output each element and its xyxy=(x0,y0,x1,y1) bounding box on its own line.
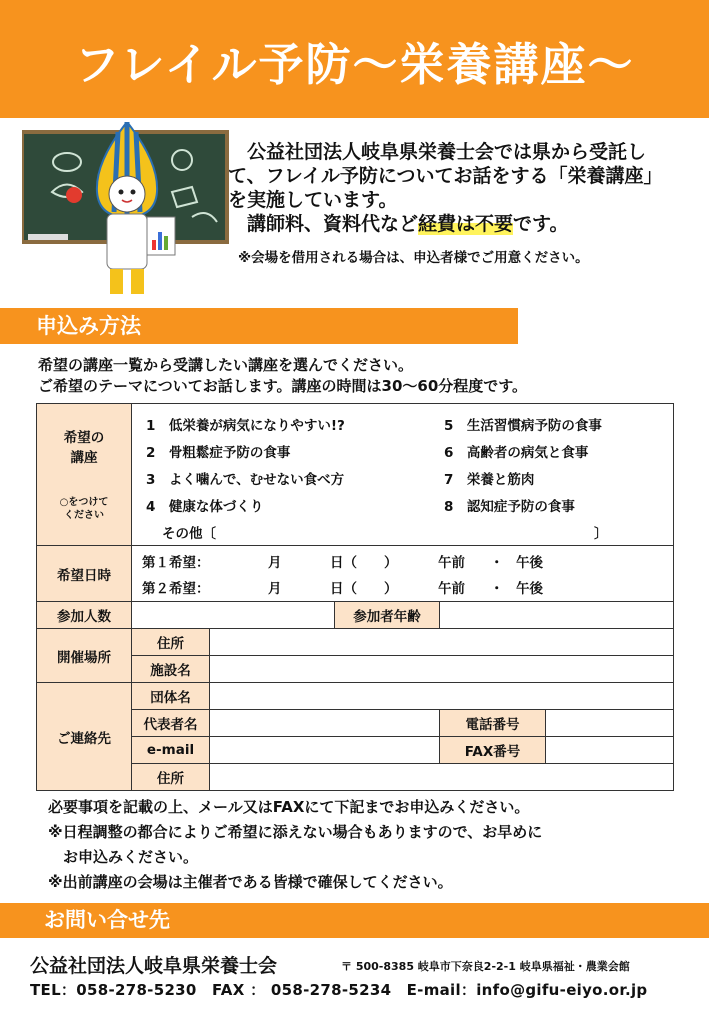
course-label: 希望の 講座 xyxy=(63,429,105,466)
rep-field[interactable] xyxy=(210,710,440,737)
footer-notes xyxy=(48,795,542,895)
course-option-7[interactable]: 7 栄養と筋肉 xyxy=(444,471,535,488)
instruction-line-2: ご希望のテーマについてお話します。講座の時間は30～60分程度です。 xyxy=(38,377,528,395)
phone-field[interactable] xyxy=(546,710,673,736)
venue-facility-label: 施設名 xyxy=(132,656,210,683)
note-4: ※出前講座の会場は主催者である皆様で確保してください。 xyxy=(48,873,453,891)
date-second-day[interactable]: 日（ ） xyxy=(330,580,398,597)
course-label-cell xyxy=(37,404,132,546)
contact-label: ご連絡先 xyxy=(37,683,132,791)
course-option-6[interactable]: 6 高齢者の病気と食事 xyxy=(444,444,589,461)
age-label: 参加者年齢 xyxy=(335,602,440,629)
page-title: フレイル予防～栄養講座～ xyxy=(74,38,635,91)
note-2: ※日程調整の都合によりご希望に添えない場合もありますので、お早めに xyxy=(48,823,543,841)
rep-label: 代表者名 xyxy=(132,710,210,737)
course-option-1[interactable]: 1 低栄養が病気になりやすい!? xyxy=(146,417,345,434)
email-label: e-mail xyxy=(132,737,210,764)
date-second-am[interactable]: 午前 xyxy=(438,580,465,597)
participants-field[interactable] xyxy=(132,602,335,629)
date-second-month[interactable]: 月 xyxy=(268,580,282,597)
intro-paragraph-1: 公益社団法人岐阜県栄養士会では県から受託して、フレイル予防についてお話をする「栄養講座」を実施しています。 xyxy=(228,141,663,211)
group-field[interactable] xyxy=(210,683,674,710)
course-option-4[interactable]: 4 健康な体づくり xyxy=(146,498,264,515)
course-option-2[interactable]: 2 骨粗鬆症予防の食事 xyxy=(146,444,291,461)
date-second-pm[interactable]: 午後 xyxy=(516,580,543,597)
group-label: 団体名 xyxy=(132,683,210,710)
date-first-day[interactable]: 日（ ） xyxy=(330,554,398,571)
date-second-sep: ・ xyxy=(490,580,504,597)
date-label: 希望日時 xyxy=(37,546,132,602)
date-first-month[interactable]: 月 xyxy=(268,554,282,571)
intro-text xyxy=(228,140,678,236)
fee-free-highlight: 経費は不要 xyxy=(418,213,514,235)
course-hint: ○をつけて ください xyxy=(59,496,109,521)
date-options-cell xyxy=(132,546,674,602)
instructions xyxy=(38,355,527,397)
course-option-8[interactable]: 8 認知症予防の食事 xyxy=(444,498,575,515)
section-title-application: 申込み方法 xyxy=(0,308,518,344)
date-first-am[interactable]: 午前 xyxy=(438,554,465,571)
org-address: 〒 500-8385 岐阜市下奈良2-2-1 岐阜県福祉・農業会館 xyxy=(341,960,630,973)
tomato-icon xyxy=(66,187,82,203)
venue-note: ※会場を借用される場合は、申込者様でご用意ください。 xyxy=(238,250,589,266)
fax-field[interactable] xyxy=(546,737,673,763)
course-option-other[interactable]: その他〔 〕 xyxy=(162,525,608,542)
note-1: 必要事項を記載の上、メール又はFAXにて下記までお申込みください。 xyxy=(48,798,530,816)
intro-fee-suffix: です。 xyxy=(513,213,569,235)
age-field[interactable] xyxy=(440,602,674,629)
blackboard-illustration xyxy=(22,122,232,302)
instruction-line-1: 希望の講座一覧から受講したい講座を選んでください。 xyxy=(38,356,414,374)
intro-fee-prefix: 講師料、資料代など xyxy=(228,213,419,235)
section-title-contact: お問い合せ先 xyxy=(0,903,709,938)
course-option-5[interactable]: 5 生活習慣病予防の食事 xyxy=(444,417,602,434)
phone-row xyxy=(440,710,674,737)
course-options-cell xyxy=(132,404,674,546)
fax-row xyxy=(440,737,674,764)
contact-address-label: 住所 xyxy=(132,764,210,791)
venue-facility-field[interactable] xyxy=(210,656,674,683)
date-first-sep: ・ xyxy=(490,554,504,571)
date-first-label: 第１希望： xyxy=(142,554,210,571)
venue-label: 開催場所 xyxy=(37,629,132,683)
org-name: 公益社団法人岐阜県栄養士会 xyxy=(30,955,278,977)
venue-address-label: 住所 xyxy=(132,629,210,656)
org-contact[interactable]: TEL：058-278-5230 FAX ： 058-278-5234 E-mail：info@gifu-eiyo.or.jp xyxy=(30,981,648,999)
intro-paragraph-2 xyxy=(228,212,678,236)
phone-label: 電話番号 xyxy=(440,710,546,736)
venue-address-field[interactable] xyxy=(210,629,674,656)
email-field[interactable] xyxy=(210,737,440,764)
course-option-3[interactable]: 3 よく噛んで、むせない食べ方 xyxy=(146,471,345,488)
fax-label: FAX番号 xyxy=(440,737,546,763)
participants-label: 参加人数 xyxy=(37,602,132,629)
contact-address-field[interactable] xyxy=(210,764,674,791)
date-first-pm[interactable]: 午後 xyxy=(516,554,543,571)
date-second-label: 第２希望： xyxy=(142,580,210,597)
application-form xyxy=(36,403,674,791)
note-3: お申込みください。 xyxy=(48,848,199,866)
